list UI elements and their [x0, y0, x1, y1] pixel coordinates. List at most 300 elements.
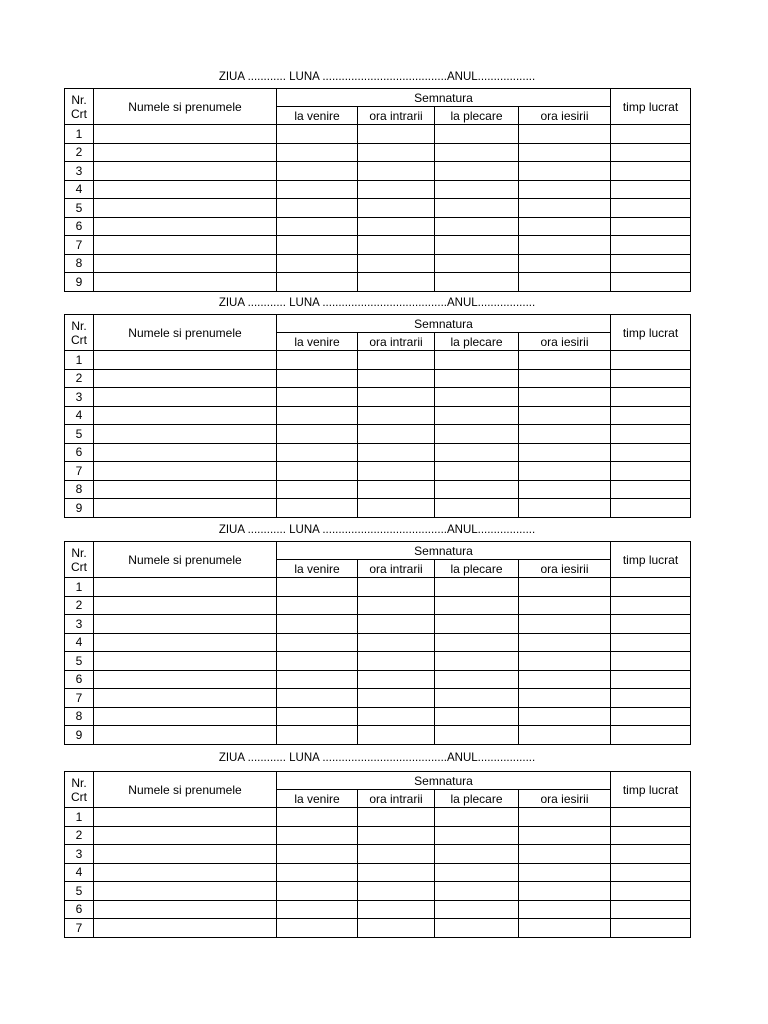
- exit-time-cell[interactable]: [519, 596, 611, 615]
- table-row: [65, 499, 691, 518]
- time-worked-cell[interactable]: [611, 143, 691, 162]
- exit-time-cell[interactable]: [519, 351, 611, 370]
- name-cell[interactable]: [94, 689, 277, 708]
- name-cell[interactable]: [94, 863, 277, 882]
- time-worked-cell[interactable]: [611, 615, 691, 634]
- exit-time-cell[interactable]: [519, 578, 611, 597]
- row-number: 5: [65, 425, 94, 444]
- row-number: 1: [65, 808, 94, 827]
- entry-time-cell[interactable]: [358, 125, 435, 144]
- entry-time-cell[interactable]: [358, 254, 435, 273]
- name-cell[interactable]: [94, 596, 277, 615]
- departure-cell[interactable]: [435, 388, 519, 407]
- time-worked-cell[interactable]: [611, 462, 691, 481]
- table-row: [65, 863, 691, 882]
- arrival-cell[interactable]: [277, 273, 358, 292]
- entry-time-cell[interactable]: [358, 143, 435, 162]
- table-row: [65, 578, 691, 597]
- arrival-cell[interactable]: [277, 406, 358, 425]
- time-worked-cell[interactable]: [611, 863, 691, 882]
- exit-time-cell[interactable]: [519, 462, 611, 481]
- entry-time-cell[interactable]: [358, 900, 435, 919]
- attendance-table: [64, 541, 691, 745]
- departure-cell[interactable]: [435, 406, 519, 425]
- table-row: [65, 900, 691, 919]
- row-number: 4: [65, 180, 94, 199]
- departure-cell[interactable]: [435, 863, 519, 882]
- time-worked-header: timp lucrat: [611, 315, 691, 351]
- exit-time-cell[interactable]: [519, 845, 611, 864]
- entry-time-cell[interactable]: [358, 351, 435, 370]
- arrival-cell[interactable]: [277, 180, 358, 199]
- time-worked-cell[interactable]: [611, 670, 691, 689]
- row-number: 7: [65, 689, 94, 708]
- departure-cell[interactable]: [435, 443, 519, 462]
- row-number: 4: [65, 863, 94, 882]
- table-row: [65, 689, 691, 708]
- arrival-cell[interactable]: [277, 388, 358, 407]
- entry-time-cell[interactable]: [358, 236, 435, 255]
- arrival-cell[interactable]: [277, 462, 358, 481]
- exit-time-cell[interactable]: [519, 670, 611, 689]
- name-cell[interactable]: [94, 808, 277, 827]
- time-worked-cell[interactable]: [611, 845, 691, 864]
- arrival-cell[interactable]: [277, 863, 358, 882]
- arrival-cell[interactable]: [277, 480, 358, 499]
- entry-time-cell[interactable]: [358, 388, 435, 407]
- nr-label: Nr.: [71, 92, 87, 107]
- exit-time-cell[interactable]: [519, 199, 611, 218]
- time-worked-cell[interactable]: [611, 125, 691, 144]
- time-worked-cell[interactable]: [611, 388, 691, 407]
- table-row: [65, 845, 691, 864]
- name-cell[interactable]: [94, 726, 277, 745]
- name-cell[interactable]: [94, 369, 277, 388]
- signature-header: Semnatura: [277, 89, 611, 107]
- time-worked-cell[interactable]: [611, 652, 691, 671]
- time-worked-cell[interactable]: [611, 236, 691, 255]
- time-worked-cell[interactable]: [611, 596, 691, 615]
- row-number: 9: [65, 273, 94, 292]
- exit-time-cell[interactable]: [519, 125, 611, 144]
- name-cell[interactable]: [94, 199, 277, 218]
- crt-label: Crt: [71, 106, 87, 121]
- table-row: [65, 388, 691, 407]
- name-cell[interactable]: [94, 462, 277, 481]
- name-cell[interactable]: [94, 633, 277, 652]
- signature-header: Semnatura: [277, 542, 611, 560]
- arrival-cell[interactable]: [277, 162, 358, 181]
- exit-time-cell[interactable]: [519, 689, 611, 708]
- entry-time-cell[interactable]: [358, 199, 435, 218]
- exit-time-header: ora iesirii: [519, 107, 611, 125]
- arrival-cell[interactable]: [277, 578, 358, 597]
- row-number: 3: [65, 388, 94, 407]
- table-row: [65, 425, 691, 444]
- entry-time-cell[interactable]: [358, 845, 435, 864]
- arrival-header: la venire: [277, 333, 358, 351]
- departure-cell[interactable]: [435, 578, 519, 597]
- name-cell[interactable]: [94, 707, 277, 726]
- entry-time-cell[interactable]: [358, 273, 435, 292]
- arrival-cell[interactable]: [277, 726, 358, 745]
- table-row: [65, 180, 691, 199]
- departure-cell[interactable]: [435, 462, 519, 481]
- time-worked-cell[interactable]: [611, 369, 691, 388]
- exit-time-cell[interactable]: [519, 652, 611, 671]
- row-number: 4: [65, 406, 94, 425]
- name-cell[interactable]: [94, 652, 277, 671]
- name-cell[interactable]: [94, 826, 277, 845]
- entry-time-cell[interactable]: [358, 726, 435, 745]
- entry-time-cell[interactable]: [358, 480, 435, 499]
- exit-time-cell[interactable]: [519, 900, 611, 919]
- date-line: ZIUA ............ LUNA .......................................ANUL..................: [218, 524, 536, 536]
- row-number: 2: [65, 826, 94, 845]
- exit-time-cell[interactable]: [519, 633, 611, 652]
- departure-cell[interactable]: [435, 633, 519, 652]
- name-cell[interactable]: [94, 143, 277, 162]
- arrival-cell[interactable]: [277, 499, 358, 518]
- exit-time-cell[interactable]: [519, 499, 611, 518]
- time-worked-cell[interactable]: [611, 180, 691, 199]
- table-row: [65, 882, 691, 901]
- entry-time-cell[interactable]: [358, 615, 435, 634]
- arrival-cell[interactable]: [277, 633, 358, 652]
- arrival-cell[interactable]: [277, 199, 358, 218]
- departure-cell[interactable]: [435, 254, 519, 273]
- departure-cell[interactable]: [435, 596, 519, 615]
- exit-time-cell[interactable]: [519, 217, 611, 236]
- arrival-cell[interactable]: [277, 882, 358, 901]
- entry-time-cell[interactable]: [358, 633, 435, 652]
- name-cell[interactable]: [94, 480, 277, 499]
- exit-time-cell[interactable]: [519, 826, 611, 845]
- time-worked-cell[interactable]: [611, 578, 691, 597]
- table-row: [65, 462, 691, 481]
- row-number: 1: [65, 578, 94, 597]
- departure-cell[interactable]: [435, 919, 519, 938]
- table-row: [65, 726, 691, 745]
- row-number: 4: [65, 633, 94, 652]
- exit-time-cell[interactable]: [519, 919, 611, 938]
- name-cell[interactable]: [94, 670, 277, 689]
- name-cell[interactable]: [94, 125, 277, 144]
- time-worked-cell[interactable]: [611, 406, 691, 425]
- name-cell[interactable]: [94, 406, 277, 425]
- time-worked-cell[interactable]: [611, 826, 691, 845]
- departure-cell[interactable]: [435, 726, 519, 745]
- departure-header: la plecare: [435, 107, 519, 125]
- row-number: 5: [65, 652, 94, 671]
- row-number: 6: [65, 900, 94, 919]
- entry-time-header: ora intrarii: [358, 107, 435, 125]
- arrival-cell[interactable]: [277, 615, 358, 634]
- nr-label: Nr.: [71, 775, 87, 790]
- name-cell[interactable]: [94, 273, 277, 292]
- exit-time-cell[interactable]: [519, 882, 611, 901]
- entry-time-cell[interactable]: [358, 652, 435, 671]
- time-worked-cell[interactable]: [611, 882, 691, 901]
- table-row: [65, 707, 691, 726]
- name-cell[interactable]: [94, 845, 277, 864]
- departure-cell[interactable]: [435, 707, 519, 726]
- arrival-cell[interactable]: [277, 369, 358, 388]
- row-number: 7: [65, 462, 94, 481]
- row-number: 9: [65, 499, 94, 518]
- departure-cell[interactable]: [435, 900, 519, 919]
- entry-time-header: ora intrarii: [358, 333, 435, 351]
- entry-time-cell[interactable]: [358, 707, 435, 726]
- entry-time-cell[interactable]: [358, 919, 435, 938]
- table-row: [65, 443, 691, 462]
- exit-time-cell[interactable]: [519, 808, 611, 827]
- arrival-cell[interactable]: [277, 707, 358, 726]
- arrival-cell[interactable]: [277, 652, 358, 671]
- exit-time-cell[interactable]: [519, 236, 611, 255]
- entry-time-cell[interactable]: [358, 217, 435, 236]
- time-worked-cell[interactable]: [611, 425, 691, 444]
- table-row: [65, 369, 691, 388]
- time-worked-cell[interactable]: [611, 273, 691, 292]
- exit-time-cell[interactable]: [519, 726, 611, 745]
- crt-label: Crt: [71, 332, 87, 347]
- arrival-cell[interactable]: [277, 900, 358, 919]
- entry-time-cell[interactable]: [358, 162, 435, 181]
- name-cell[interactable]: [94, 882, 277, 901]
- table-row: [65, 236, 691, 255]
- row-number: 7: [65, 919, 94, 938]
- table-row: [65, 480, 691, 499]
- table-row: [65, 596, 691, 615]
- departure-cell[interactable]: [435, 236, 519, 255]
- departure-cell[interactable]: [435, 217, 519, 236]
- nr-crt-header: [65, 89, 94, 125]
- time-worked-cell[interactable]: [611, 499, 691, 518]
- arrival-cell[interactable]: [277, 845, 358, 864]
- exit-time-cell[interactable]: [519, 162, 611, 181]
- exit-time-cell[interactable]: [519, 254, 611, 273]
- name-cell[interactable]: [94, 351, 277, 370]
- arrival-cell[interactable]: [277, 217, 358, 236]
- exit-time-cell[interactable]: [519, 443, 611, 462]
- time-worked-cell[interactable]: [611, 162, 691, 181]
- table-row: [65, 633, 691, 652]
- departure-cell[interactable]: [435, 499, 519, 518]
- entry-time-cell[interactable]: [358, 689, 435, 708]
- departure-header: la plecare: [435, 560, 519, 578]
- departure-cell[interactable]: [435, 826, 519, 845]
- time-worked-cell[interactable]: [611, 199, 691, 218]
- date-line: ZIUA ............ LUNA .......................................ANUL..................: [218, 297, 536, 309]
- name-cell[interactable]: [94, 162, 277, 181]
- time-worked-header: timp lucrat: [611, 89, 691, 125]
- entry-time-cell[interactable]: [358, 180, 435, 199]
- entry-time-cell[interactable]: [358, 826, 435, 845]
- departure-cell[interactable]: [435, 845, 519, 864]
- time-worked-cell[interactable]: [611, 726, 691, 745]
- table-row: [65, 273, 691, 292]
- row-number: 6: [65, 670, 94, 689]
- departure-cell[interactable]: [435, 480, 519, 499]
- name-cell[interactable]: [94, 180, 277, 199]
- name-cell[interactable]: [94, 578, 277, 597]
- arrival-cell[interactable]: [277, 808, 358, 827]
- table-row: [65, 615, 691, 634]
- row-number: 2: [65, 143, 94, 162]
- exit-time-cell[interactable]: [519, 273, 611, 292]
- arrival-cell[interactable]: [277, 125, 358, 144]
- date-line: ZIUA ............ LUNA .......................................ANUL..................: [218, 71, 536, 83]
- exit-time-cell[interactable]: [519, 425, 611, 444]
- time-worked-header: timp lucrat: [611, 542, 691, 578]
- table-row: [65, 143, 691, 162]
- arrival-cell[interactable]: [277, 596, 358, 615]
- table-row: [65, 652, 691, 671]
- name-cell[interactable]: [94, 900, 277, 919]
- entry-time-header: ora intrarii: [358, 560, 435, 578]
- exit-time-cell[interactable]: [519, 707, 611, 726]
- arrival-cell[interactable]: [277, 425, 358, 444]
- arrival-cell[interactable]: [277, 670, 358, 689]
- departure-cell[interactable]: [435, 808, 519, 827]
- entry-time-cell[interactable]: [358, 425, 435, 444]
- nr-crt-header: [65, 772, 94, 808]
- departure-cell[interactable]: [435, 273, 519, 292]
- exit-time-cell[interactable]: [519, 388, 611, 407]
- time-worked-cell[interactable]: [611, 707, 691, 726]
- departure-cell[interactable]: [435, 652, 519, 671]
- arrival-cell[interactable]: [277, 826, 358, 845]
- departure-cell[interactable]: [435, 882, 519, 901]
- name-cell[interactable]: [94, 615, 277, 634]
- name-cell[interactable]: [94, 919, 277, 938]
- departure-cell[interactable]: [435, 351, 519, 370]
- entry-time-cell[interactable]: [358, 863, 435, 882]
- exit-time-cell[interactable]: [519, 615, 611, 634]
- entry-time-cell[interactable]: [358, 369, 435, 388]
- entry-time-cell[interactable]: [358, 578, 435, 597]
- exit-time-cell[interactable]: [519, 143, 611, 162]
- nr-label: Nr.: [71, 545, 87, 560]
- time-worked-cell[interactable]: [611, 919, 691, 938]
- exit-time-cell[interactable]: [519, 369, 611, 388]
- name-cell[interactable]: [94, 425, 277, 444]
- row-number: 8: [65, 254, 94, 273]
- departure-cell[interactable]: [435, 143, 519, 162]
- arrival-cell[interactable]: [277, 443, 358, 462]
- entry-time-cell[interactable]: [358, 670, 435, 689]
- departure-cell[interactable]: [435, 689, 519, 708]
- signature-header: Semnatura: [277, 315, 611, 333]
- time-worked-cell[interactable]: [611, 808, 691, 827]
- name-header: Numele si prenumele: [94, 315, 277, 351]
- crt-label: Crt: [71, 559, 87, 574]
- time-worked-cell[interactable]: [611, 689, 691, 708]
- row-number: 3: [65, 162, 94, 181]
- crt-label: Crt: [71, 789, 87, 804]
- departure-cell[interactable]: [435, 615, 519, 634]
- time-worked-cell[interactable]: [611, 480, 691, 499]
- exit-time-header: ora iesirii: [519, 560, 611, 578]
- departure-header: la plecare: [435, 790, 519, 808]
- departure-header: la plecare: [435, 333, 519, 351]
- time-worked-cell[interactable]: [611, 443, 691, 462]
- exit-time-header: ora iesirii: [519, 790, 611, 808]
- entry-time-cell[interactable]: [358, 882, 435, 901]
- arrival-cell[interactable]: [277, 351, 358, 370]
- table-row: [65, 162, 691, 181]
- entry-time-header: ora intrarii: [358, 790, 435, 808]
- entry-time-cell[interactable]: [358, 462, 435, 481]
- arrival-cell[interactable]: [277, 689, 358, 708]
- table-row: [65, 826, 691, 845]
- arrival-header: la venire: [277, 560, 358, 578]
- row-number: 8: [65, 480, 94, 499]
- exit-time-cell[interactable]: [519, 480, 611, 499]
- name-cell[interactable]: [94, 443, 277, 462]
- name-cell[interactable]: [94, 254, 277, 273]
- exit-time-cell[interactable]: [519, 180, 611, 199]
- row-number: 5: [65, 199, 94, 218]
- departure-cell[interactable]: [435, 162, 519, 181]
- departure-cell[interactable]: [435, 180, 519, 199]
- arrival-header: la venire: [277, 107, 358, 125]
- row-number: 6: [65, 443, 94, 462]
- entry-time-cell[interactable]: [358, 596, 435, 615]
- name-cell[interactable]: [94, 388, 277, 407]
- departure-cell[interactable]: [435, 125, 519, 144]
- arrival-cell[interactable]: [277, 236, 358, 255]
- row-number: 2: [65, 369, 94, 388]
- arrival-cell[interactable]: [277, 254, 358, 273]
- arrival-cell[interactable]: [277, 143, 358, 162]
- arrival-cell[interactable]: [277, 919, 358, 938]
- exit-time-cell[interactable]: [519, 863, 611, 882]
- entry-time-cell[interactable]: [358, 443, 435, 462]
- row-number: 7: [65, 236, 94, 255]
- exit-time-cell[interactable]: [519, 406, 611, 425]
- signature-header: Semnatura: [277, 772, 611, 790]
- name-header: Numele si prenumele: [94, 772, 277, 808]
- attendance-table: [64, 771, 691, 938]
- arrival-header: la venire: [277, 790, 358, 808]
- name-cell[interactable]: [94, 236, 277, 255]
- departure-cell[interactable]: [435, 369, 519, 388]
- entry-time-cell[interactable]: [358, 499, 435, 518]
- time-worked-cell[interactable]: [611, 217, 691, 236]
- row-number: 3: [65, 615, 94, 634]
- nr-crt-header: [65, 315, 94, 351]
- time-worked-cell[interactable]: [611, 633, 691, 652]
- name-header: Numele si prenumele: [94, 542, 277, 578]
- table-row: [65, 919, 691, 938]
- entry-time-cell[interactable]: [358, 808, 435, 827]
- entry-time-cell[interactable]: [358, 406, 435, 425]
- time-worked-cell[interactable]: [611, 351, 691, 370]
- departure-cell[interactable]: [435, 670, 519, 689]
- nr-label: Nr.: [71, 318, 87, 333]
- name-header: Numele si prenumele: [94, 89, 277, 125]
- name-cell[interactable]: [94, 499, 277, 518]
- row-number: 6: [65, 217, 94, 236]
- name-cell[interactable]: [94, 217, 277, 236]
- time-worked-cell[interactable]: [611, 900, 691, 919]
- row-number: 2: [65, 596, 94, 615]
- departure-cell[interactable]: [435, 425, 519, 444]
- departure-cell[interactable]: [435, 199, 519, 218]
- time-worked-cell[interactable]: [611, 254, 691, 273]
